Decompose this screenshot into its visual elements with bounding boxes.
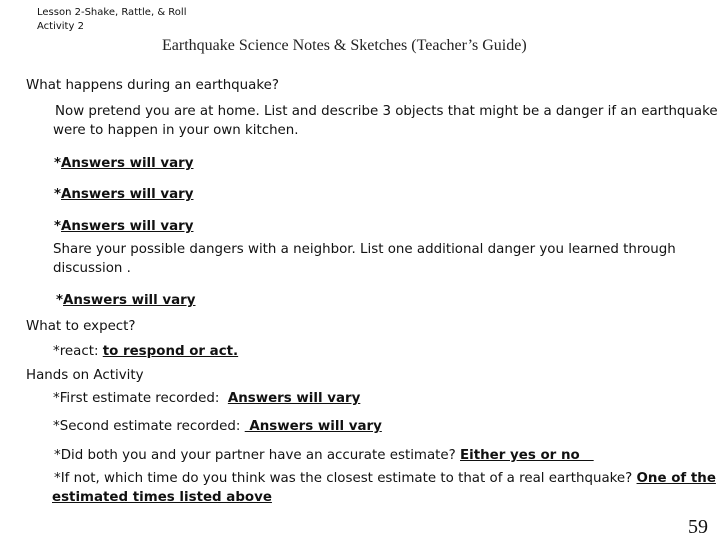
closest-answer-part1: One of the bbox=[636, 471, 716, 486]
answer-marker: * bbox=[56, 293, 64, 308]
share-line-1: Share your possible dangers with a neighbor. List one additional danger you learned through bbox=[53, 242, 676, 257]
closest-answer-line2 bbox=[52, 488, 272, 507]
section-heading-hands-on: Hands on Activity bbox=[26, 368, 144, 383]
section-heading-earthquake: What happens during an earthquake? bbox=[26, 78, 279, 93]
react-definition bbox=[53, 342, 238, 361]
prompt-line-1: Now pretend you are at home. List and describe 3 objects that might be a danger if an earthquake bbox=[55, 104, 718, 119]
answer-item-1 bbox=[54, 154, 193, 173]
react-label: *react: bbox=[53, 344, 103, 359]
closest-question-text: *If not, which time do you think was the closest estimate to that of a real earthquake? bbox=[54, 471, 637, 486]
accurate-question-text: *Did both you and your partner have an accurate estimate? bbox=[54, 448, 461, 463]
answer-marker: * bbox=[54, 156, 62, 171]
first-estimate bbox=[53, 389, 360, 408]
prompt-line-2: were to happen in your own kitchen. bbox=[53, 123, 299, 138]
answer-marker: * bbox=[54, 187, 62, 202]
accurate-question bbox=[54, 446, 594, 465]
answer-item-3 bbox=[54, 217, 193, 236]
second-estimate-answer: Answers will vary bbox=[244, 419, 382, 434]
answer-marker: * bbox=[54, 219, 62, 234]
share-answer bbox=[56, 291, 195, 310]
answer-text: Answers will vary bbox=[63, 293, 196, 308]
accurate-answer: Either yes or no bbox=[460, 448, 594, 463]
closest-answer-part2: estimated times listed above bbox=[52, 490, 272, 505]
first-estimate-label: *First estimate recorded: bbox=[53, 391, 228, 406]
page-title: Earthquake Science Notes & Sketches (Teacher’s Guide) bbox=[162, 37, 527, 54]
answer-text: Answers will vary bbox=[61, 187, 194, 202]
second-estimate bbox=[53, 417, 382, 436]
answer-text: Answers will vary bbox=[61, 219, 194, 234]
react-answer: to respond or act. bbox=[102, 344, 239, 359]
answer-text: Answers will vary bbox=[61, 156, 194, 171]
lesson-label: Lesson 2-Shake, Rattle, & Roll bbox=[37, 7, 187, 18]
first-estimate-answer: Answers will vary bbox=[227, 391, 361, 406]
answer-item-2 bbox=[54, 185, 193, 204]
activity-label: Activity 2 bbox=[37, 21, 84, 32]
share-line-2: discussion . bbox=[53, 261, 131, 276]
page-number: 59 bbox=[688, 516, 708, 538]
section-heading-expect: What to expect? bbox=[26, 319, 136, 334]
second-estimate-label: *Second estimate recorded: bbox=[53, 419, 245, 434]
closest-question bbox=[54, 469, 716, 488]
